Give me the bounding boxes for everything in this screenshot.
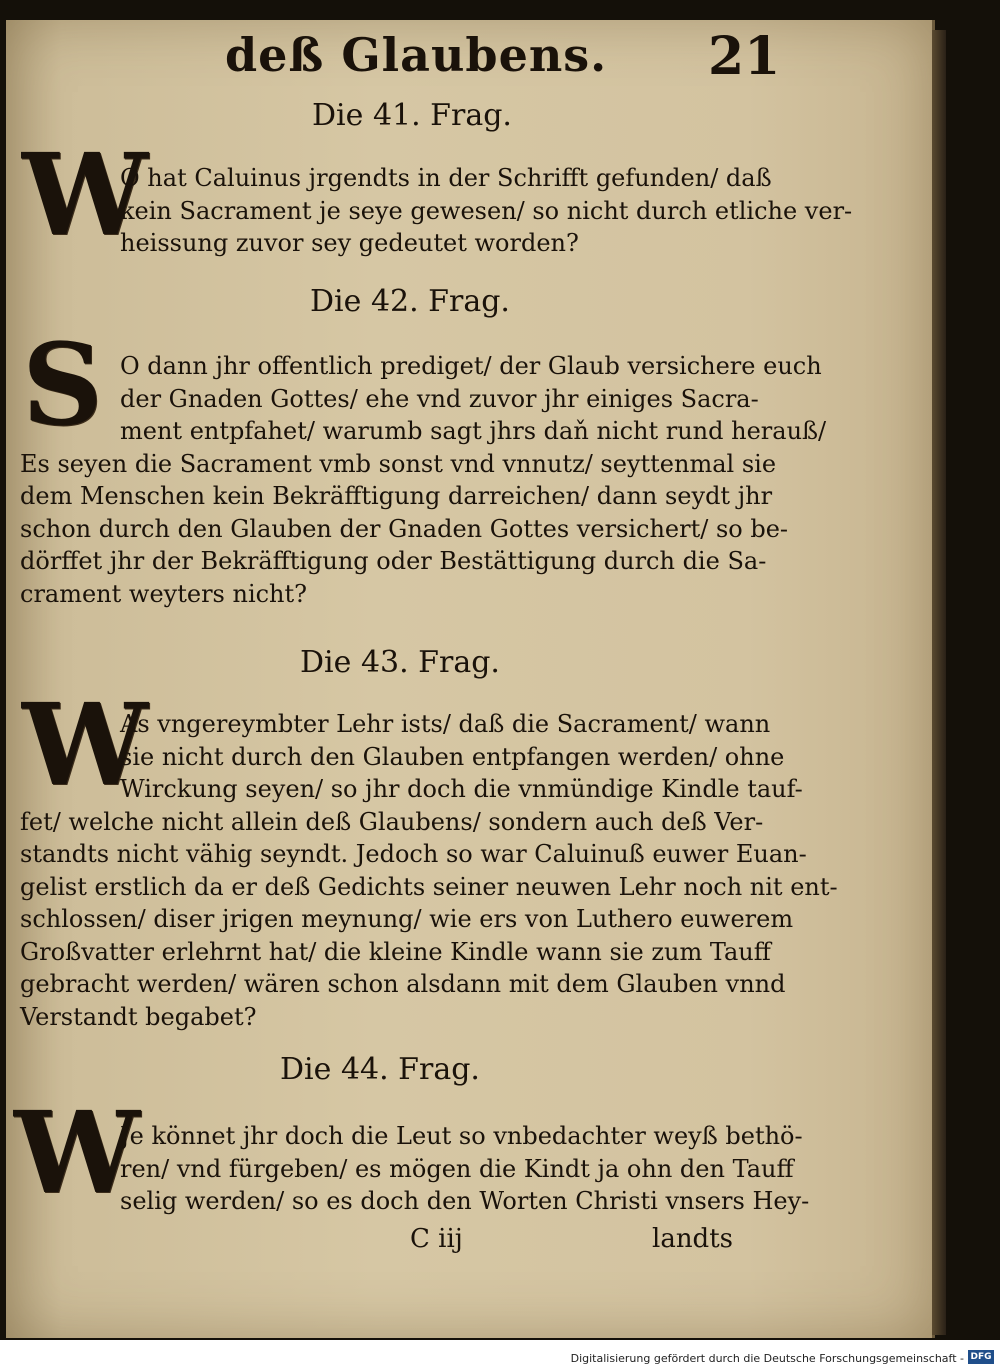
text-line: fet/ welche nicht allein deß Glaubens/ sondern auch deß Ver-: [20, 807, 764, 836]
question-text: [20, 350, 827, 610]
question-heading: Die 43. Frag.: [300, 645, 500, 680]
text-line: selig werden/ so es doch den Worten Christi vnsers Hey-: [120, 1187, 810, 1215]
decorated-initial: W: [22, 680, 148, 811]
question-text: [20, 708, 838, 1033]
decorated-initial: W: [22, 130, 148, 261]
dfg-logo: DFG: [968, 1350, 994, 1364]
text-line: sie nicht durch den Glauben entpfangen werden/ ohne: [120, 742, 785, 771]
text-line: Verstandt begabet?: [20, 1002, 257, 1031]
text-line: As vngereymbter Lehr ists/ daß die Sacrament/ wann: [120, 710, 771, 738]
text-line: crament weyters nicht?: [20, 579, 308, 608]
text-line: O hat Caluinus jrgendts in der Schrifft gefunden/ daß: [120, 164, 772, 192]
catchword: landts: [652, 1224, 733, 1254]
text-line: kein Sacrament je seye gewesen/ so nicht durch etliche ver-: [120, 196, 853, 225]
signature-mark: C iij: [410, 1224, 463, 1254]
question-heading: Die 41. Frag.: [312, 98, 512, 133]
text-line: gelist erstlich da er deß Gedichts seiner neuwen Lehr noch nit ent-: [20, 872, 838, 901]
text-line: ren/ vnd fürgeben/ es mögen die Kindt ja ohn den Tauff: [120, 1154, 794, 1183]
text-line: O dann jhr offentlich prediget/ der Glaub versichere euch: [120, 352, 822, 380]
text-line: Großvatter erlehrnt hat/ die kleine Kindle wann sie zum Tauff: [20, 937, 771, 966]
decorated-initial: S: [22, 320, 103, 451]
text-line: Je könnet jhr doch die Leut so vnbedachter weyß bethö-: [120, 1122, 803, 1150]
decorated-initial: W: [14, 1088, 140, 1219]
text-line: dem Menschen kein Bekräfftigung darreichen/ dann seydt jhr: [20, 482, 773, 510]
text-line: schon durch den Glauben der Gnaden Gottes versichert/ so be-: [20, 514, 789, 543]
question-heading: Die 44. Frag.: [280, 1052, 480, 1087]
running-head: deß Glaubens.: [225, 28, 608, 82]
page-edge: [932, 30, 946, 1335]
page-number: 21: [708, 26, 781, 87]
text-line: Es seyen die Sacrament vmb sonst vnd vnnutz/ seyttenmal sie: [20, 449, 777, 478]
text-line: standts nicht vähig seyndt. Jedoch so war Caluinuß euwer Euan-: [20, 840, 807, 868]
text-line: ment entpfahet/ warumb sagt jhrs daň nicht rund herauß/: [120, 417, 827, 445]
text-line: schlossen/ diser jrigen meynung/ wie ers von Luthero euwerem: [20, 905, 794, 933]
text-line: dörffet jhr der Bekräfftigung oder Bestättigung durch die Sa-: [20, 547, 767, 575]
text-line: Wirckung seyen/ so jhr doch die vnmündige Kindle tauf-: [120, 775, 803, 803]
text-line: gebracht werden/ wären schon alsdann mit dem Glauben vnnd: [20, 970, 786, 998]
question-text: [20, 1120, 810, 1218]
text-line: der Gnaden Gottes/ ehe vnd zuvor jhr einiges Sacra-: [120, 384, 759, 413]
question-heading: Die 42. Frag.: [310, 284, 510, 319]
digitization-notice: Digitalisierung gefördert durch die Deutsche Forschungsgemeinschaft -: [570, 1352, 964, 1365]
question-text: [20, 162, 853, 260]
text-line: heissung zuvor sey gedeutet worden?: [120, 229, 579, 257]
